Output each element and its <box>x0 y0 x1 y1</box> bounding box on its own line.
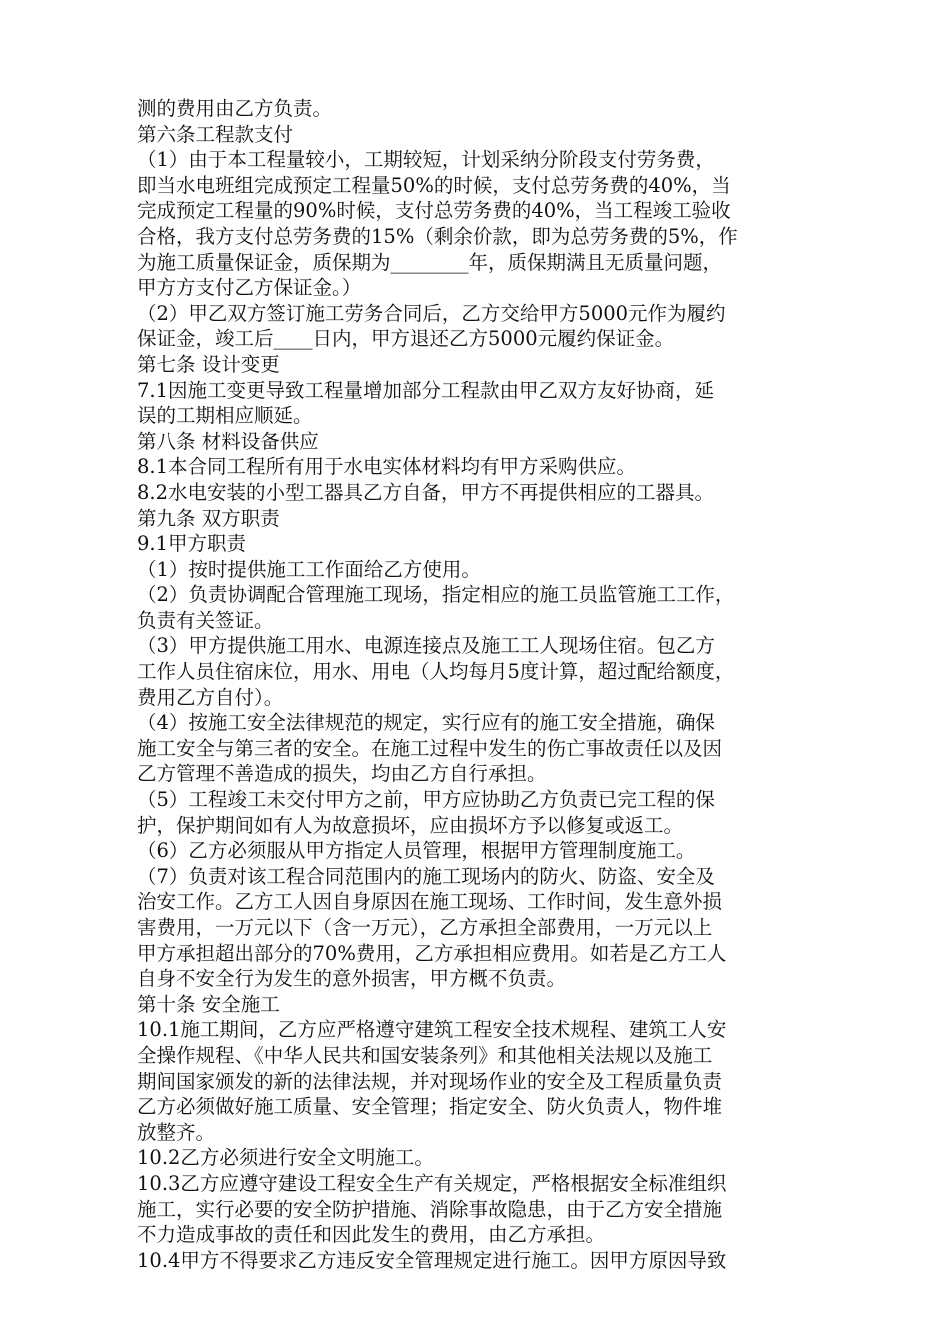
document-line: 费用乙方自付）。 <box>137 685 284 709</box>
document-line: 保证金，竣工后____日内，甲方退还乙方5000元履约保证金。 <box>137 327 675 351</box>
document-line: 施工，实行必要的安全防护措施、消除事故隐患，由于乙方安全措施 <box>137 1197 723 1221</box>
document-line: 10.2乙方必须进行安全文明施工。 <box>137 1146 434 1170</box>
document-line: 全操作规程、《中华人民共和国安装条列》和其他相关法规以及施工 <box>137 1043 713 1067</box>
document-line: 完成预定工程量的90%时候，支付总劳务费的40%，当工程竣工验收 <box>137 199 731 223</box>
document-line: 护，保护期间如有人为故意损坏，应由损坏方予以修复或返工。 <box>137 813 684 837</box>
document-line: （6）乙方必须服从甲方指定人员管理，根据甲方管理制度施工。 <box>137 839 696 863</box>
document-line: 甲方方支付乙方保证金。） <box>137 276 362 300</box>
document-line: 甲方承担超出部分的70%费用，乙方承担相应费用。如若是乙方工人 <box>137 941 727 965</box>
document-line: 乙方必须做好施工质量、安全管理；指定安全、防火负责人，物件堆 <box>137 1095 723 1119</box>
document-line: 为施工质量保证金，质保期为________年，质保期满且无质量问题， <box>137 250 723 274</box>
document-line: 10.1施工期间，乙方应严格遵守建筑工程安全技术规程、建筑工人安 <box>137 1018 727 1042</box>
document-line: 第六条工程款支付 <box>137 122 294 146</box>
document-line: 负责有关签证。 <box>137 608 274 632</box>
document-line: 自身不安全行为发生的意外损害，甲方概不负责。 <box>137 967 567 991</box>
document-line: 10.4甲方不得要求乙方违反安全管理规定进行施工。因甲方原因导致 <box>137 1248 727 1272</box>
document-page <box>137 96 827 1273</box>
document-line: 9.1甲方职责 <box>137 532 247 556</box>
document-line: 第十条 安全施工 <box>137 992 280 1016</box>
document-line: （2）负责协调配合管理施工现场，指定相应的施工员监管施工工作， <box>137 583 735 607</box>
document-line: 乙方管理不善造成的损失，均由乙方自行承担。 <box>137 762 547 786</box>
document-line: （5）工程竣工未交付甲方之前，甲方应协助乙方负责已完工程的保 <box>137 788 715 812</box>
document-line: 期间国家颁发的新的法律法规，并对现场作业的安全及工程质量负责 <box>137 1069 723 1093</box>
document-line: 测的费用由乙方负责。 <box>137 97 333 120</box>
document-line: 施工安全与第三者的安全。在施工过程中发生的伤亡事故责任以及因 <box>137 736 723 760</box>
document-line: 即当水电班组完成预定工程量50%的时候，支付总劳务费的40%，当 <box>137 173 731 197</box>
document-line: 第九条 双方职责 <box>137 506 280 530</box>
document-line: 治安工作。乙方工人因自身原因在施工现场、工作时间，发生意外损 <box>137 890 723 914</box>
document-line: （4）按施工安全法律规范的规定，实行应有的施工安全措施，确保 <box>137 711 715 735</box>
document-line: 第八条 材料设备供应 <box>137 429 319 453</box>
document-line: 7.1因施工变更导致工程量增加部分工程款由甲乙双方友好协商，延 <box>137 378 715 402</box>
document-line: （3）甲方提供施工用水、电源连接点及施工工人现场住宿。包乙方 <box>137 634 715 658</box>
document-line: （7）负责对该工程合同范围内的施工现场内的防火、防盗、安全及 <box>137 864 715 888</box>
document-line: 第七条 设计变更 <box>137 352 280 376</box>
document-line: 8.2水电安装的小型工器具乙方自备，甲方不再提供相应的工器具。 <box>137 480 715 504</box>
document-line: 害费用，一万元以下（含一万元），乙方承担全部费用，一万元以上 <box>137 916 713 939</box>
document-line: 工作人员住宿床位，用水、用电（人均每月5度计算，超过配给额度， <box>137 660 735 684</box>
document-line: （1）按时提供施工工作面给乙方使用。 <box>137 557 481 581</box>
document-line: 合格，我方支付总劳务费的15%（剩余价款，即为总劳务费的5%，作 <box>137 224 738 248</box>
document-line: （1）由于本工程量较小，工期较短，计划采纳分阶段支付劳务费， <box>137 148 715 172</box>
document-line: 放整齐。 <box>137 1120 216 1144</box>
document-line: 10.3乙方应遵守建设工程安全生产有关规定，严格根据安全标准组织 <box>137 1171 727 1195</box>
document-line: 误的工期相应顺延。 <box>137 404 313 428</box>
document-line: （2）甲乙双方签订施工劳务合同后，乙方交给甲方5000元作为履约 <box>137 301 726 325</box>
document-line: 8.1本合同工程所有用于水电实体材料均有甲方采购供应。 <box>137 455 637 479</box>
document-line: 不力造成事故的责任和因此发生的费用，由乙方承担。 <box>137 1223 606 1247</box>
